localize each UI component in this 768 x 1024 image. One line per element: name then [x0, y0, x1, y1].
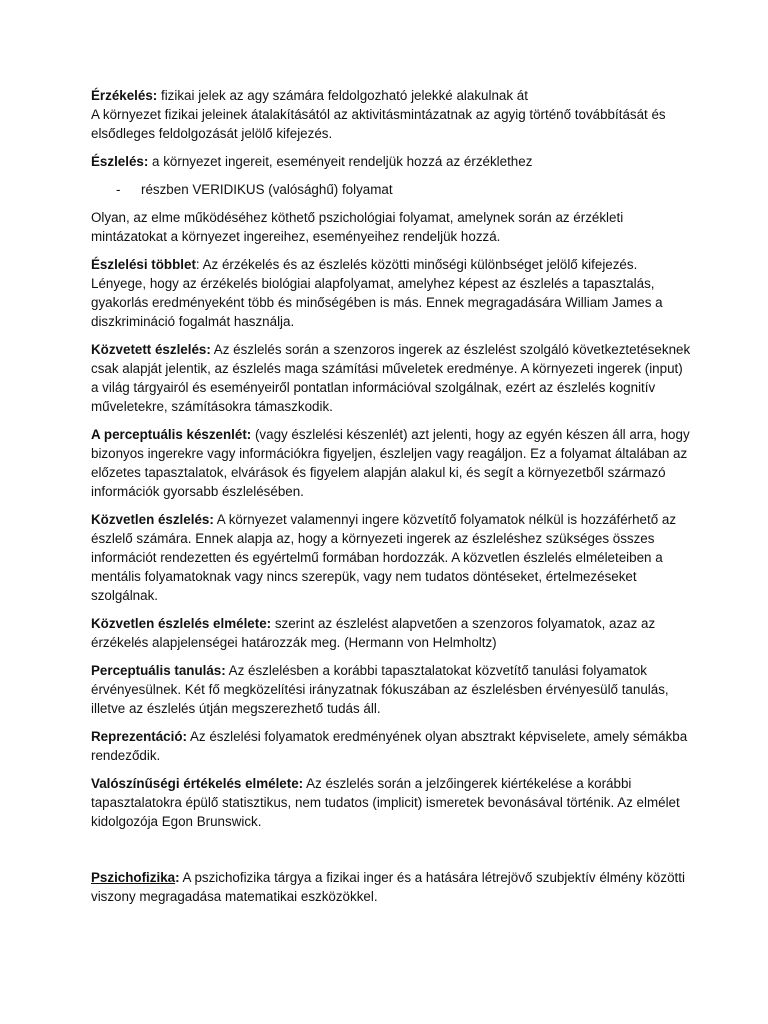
paragraph-kozvetett-eszleles — [91, 340, 691, 416]
paragraph-perceptualis-tanulas — [91, 661, 691, 718]
definition-kozvetlen-eszleles: A környezet valamennyi ingere közvetítő folyamatok nélkül is hozzáférhető az észlelő számára. Ennek alapja az, hogy a környezeti ingerek az észleléshez szükséges összes információt rendezetten és egyértelmű formában hordozzák. A közvetlen észlelés elméleteiben a mentális folyamatoknak vagy nincs szerepük, vagy nem tudatos döntéseket, értelmezéseket szolgálnak. — [91, 512, 677, 603]
term-perceptualis-keszenlet: A perceptuális készenlét: — [91, 427, 252, 442]
term-pszichofizika: Pszichofizika — [91, 870, 176, 885]
paragraph-pszichofizika — [91, 868, 691, 906]
bullet-item-veridikus — [91, 180, 691, 199]
term-kozvetett-eszleles: Közvetett észlelés: — [91, 342, 211, 357]
definition-eszleles: a környezet ingereit, eseményeit rendeljük hozzá az érzéklethez — [148, 154, 533, 169]
term-eszlelesi-tobblet: Észlelési többlet — [91, 257, 196, 272]
term-eszleles: Észlelés: — [91, 154, 149, 169]
paragraph-valoszinusegi-ertekeles — [91, 774, 691, 831]
definition-pszichofizika: A pszichofizika tárgya a fizikai inger és a hatására létrejövő szubjektív élmény közötti viszony megragadása matematikai eszközökkel. — [91, 870, 685, 904]
term-kozvetlen-eszleles: Közvetlen észlelés: — [91, 512, 214, 527]
bullet-dash: - — [116, 182, 121, 197]
paragraph-reprezentacio — [91, 727, 691, 765]
paragraph-kozvetlen-eszleles-elmelete — [91, 614, 691, 652]
paragraph-eszlelesi-tobblet — [91, 255, 691, 331]
paragraph-eszleles-description — [91, 208, 691, 246]
paragraph-perceptualis-keszenlet — [91, 425, 691, 501]
definition-valoszinusegi-ertekeles: Az észlelés során a jelzőingerek kiértékelése a korábbi tapasztalatokra épülő statisztikus, nem tudatos (implicit) ismeretek bevonásával történik. Az elmélet kidolgozója Egon Brunswick. — [91, 776, 680, 829]
term-reprezentacio: Reprezentáció: — [91, 729, 187, 744]
paragraph-erzekeles — [91, 86, 691, 143]
definition-reprezentacio: Az észlelési folyamatok eredményének olyan absztrakt képviselete, amely sémákba rendeződik. — [91, 729, 688, 763]
definition-erzekeles: fizikai jelek az agy számára feldolgozható jelekké alakulnak át — [157, 88, 528, 103]
description-text: Olyan, az elme működéséhez köthető pszichológiai folyamat, amelynek során az érzékleti mintázatokat a környezet ingereihez, eseményeihez rendeljük hozzá. — [91, 210, 624, 244]
paragraph-kozvetlen-eszleles — [91, 510, 691, 605]
definition-perceptualis-tanulas: Az észlelésben a korábbi tapasztalatokat közvetítő tanulási folyamatok érvényesülnek. Két fő megközelítési irányzatnak fókuszában az észlelésben érvényesülő tanulás, illetve az észlelés útján megszerezhető tudás áll. — [91, 663, 669, 716]
paragraph-eszleles — [91, 152, 691, 171]
term-valoszinusegi-ertekeles: Valószínűségi értékelés elmélete: — [91, 776, 304, 791]
term-pszichofizika-colon: : — [175, 870, 180, 885]
term-perceptualis-tanulas: Perceptuális tanulás: — [91, 663, 226, 678]
term-erzekeles: Érzékelés: — [91, 88, 158, 103]
section-spacer — [91, 840, 691, 868]
definition-kozvetlen-eszleles-elmelete: szerint az észlelést alapvetően a szenzoros folyamatok, azaz az érzékelés alapjelenségei határozzák meg. (Hermann von Helmholtz) — [91, 616, 656, 650]
document-page — [91, 86, 691, 915]
definition-kozvetett-eszleles: Az észlelés során a szenzoros ingerek az észlelést szolgáló következtetéseknek csak alapját jelentik, az észlelés maga számítási műveletek eredménye. A környezeti ingerek (input) a világ tárgyairól és eseményeiről pontatlan információval szolgálnak, ezért az észlelés kognitív műveletekre, számításokra támaszkodik. — [91, 342, 691, 414]
term-kozvetlen-eszleles-elmelete: Közvetlen észlelés elmélete: — [91, 616, 272, 631]
bullet-text: részben VERIDIKUS (valósághű) folyamat — [141, 182, 393, 197]
definition-eszlelesi-tobblet: : Az érzékelés és az észlelés közötti minőségi különbséget jelölő kifejezés. Lényege, hogy az érzékelés biológiai alapfolyamat, amelyhez képest az észlelés a tapasztalás, gyakorlás eredményeként több és minőségében is más. Ennek megragadására William James a diszkrimináció fogalmát használja. — [91, 257, 663, 329]
definition-erzekeles-extended: A környezet fizikai jeleinek átalakításától az aktivitásmintázatnak az agyig történő továbbítását és elsődleges feldolgozását jelölő kifejezés. — [91, 107, 666, 141]
definition-perceptualis-keszenlet: (vagy észlelési készenlét) azt jelenti, hogy az egyén készen áll arra, hogy bizonyos ingerekre vagy információkra figyeljen, észleljen vagy reagáljon. Ez a folyamat általában az előzetes tapasztalatok, elvárások és figyelem alapján alakul ki, és segít a környezetből származó információk gyorsabb észlelésében. — [91, 427, 690, 499]
